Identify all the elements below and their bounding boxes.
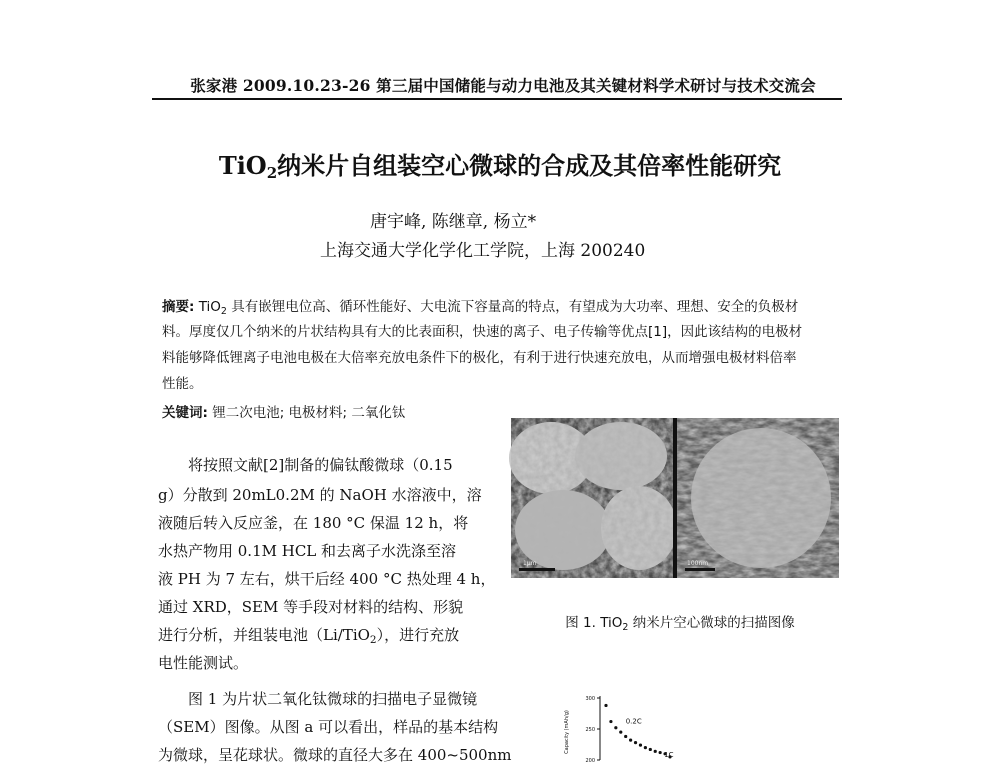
scale-bar — [519, 568, 555, 571]
abstract-line-2: 料。厚度仅几个纳米的片状结构具有大的比表面积，快速的离子、电子传输等优点[1]，因此该结构的电极材 — [162, 324, 803, 340]
abstract-line-4: 性能。 — [162, 376, 203, 392]
data-point — [604, 704, 607, 707]
abstract-subscript: 2 — [220, 306, 227, 317]
data-point — [639, 744, 642, 747]
paper-title — [0, 146, 1000, 182]
y-tick-label: 250 — [585, 727, 595, 733]
data-point — [624, 735, 627, 738]
body-p1-line — [158, 624, 459, 646]
sem-image-left — [509, 418, 677, 578]
header-rule — [152, 98, 842, 100]
annotation-1c: 1C — [664, 750, 674, 759]
body-p1-line: 水热产物用 0.1M HCL 和去离子水洗涤至溶 — [158, 542, 457, 560]
data-point — [649, 748, 652, 751]
body-p1-line: g）分散到 20mL0.2M 的 NaOH 水溶液中，溶 — [158, 486, 482, 504]
title-subscript: 2 — [266, 164, 278, 182]
body-text: 进行分析，并组装电池（Li/TiO — [158, 626, 370, 644]
scale-label: 1μm — [523, 560, 537, 567]
sem-micrograph-panel — [511, 418, 839, 578]
abstract-line-1 — [162, 295, 862, 317]
data-point — [614, 726, 617, 729]
panel-divider — [673, 418, 677, 578]
body-text: ），进行充放 — [376, 626, 460, 644]
data-point — [619, 731, 622, 734]
keywords — [162, 401, 405, 421]
body-p1-line: 液随后转入反应釜，在 180 °C 保温 12 h，将 — [158, 514, 469, 532]
keywords-label: 关键词: — [162, 405, 208, 421]
caption-text: 纳米片空心微球的扫描图像 — [628, 615, 795, 631]
body-p1-line: 液 PH 为 7 左右，烘干后经 400 °C 热处理 4 h， — [158, 570, 496, 588]
data-point — [609, 720, 612, 723]
data-point — [644, 746, 647, 749]
rate-capability-chart — [560, 690, 690, 764]
body-p2-line: 为微球，呈花球状。微球的直径大多在 400~500nm — [158, 746, 512, 764]
title-rest: 纳米片自组装空心微球的合成及其倍率性能研究 — [277, 151, 782, 180]
scale-label: 100nm — [687, 560, 709, 567]
data-point — [659, 751, 662, 754]
authors: 唐宇峰, 陈继章, 杨立* — [370, 212, 537, 232]
data-point — [634, 741, 637, 744]
abstract-line-3: 料能够降低锂离子电池电极在大倍率充放电条件下的极化，有利于进行快速充放电，从而增强电极材料倍率 — [162, 350, 797, 366]
abstract-text: TiO — [194, 299, 221, 315]
title-prefix: TiO — [218, 151, 267, 180]
body-p2-line: 图 1 为片状二氧化钛微球的扫描电子显微镜 — [188, 690, 478, 708]
y-tick-label: 300 — [585, 696, 595, 702]
y-tick-label: 200 — [585, 758, 595, 764]
affiliation: 上海交通大学化学化工学院，上海 200240 — [320, 241, 646, 261]
scale-bar — [685, 568, 715, 571]
data-point — [629, 739, 632, 742]
body-p2-line: （SEM）图像。从图 a 可以看出，样品的基本结构 — [158, 718, 499, 736]
abstract-label: 摘要: — [162, 299, 195, 315]
annotation-0.2c: 0.2C — [625, 717, 642, 726]
body-p1-line: 将按照文献[2]制备的偏钛酸微球（0.15 — [188, 456, 453, 474]
caption-text: 图 1. TiO — [565, 615, 623, 631]
figure-1-caption — [520, 611, 840, 633]
sem-image-right — [677, 418, 839, 578]
caption-subscript: 2 — [622, 622, 629, 633]
data-point — [654, 750, 657, 753]
conference-header: 张家港 2009.10.23-26 第三届中国储能与动力电池及其关键材料学术研讨与技术交流会 — [190, 76, 816, 95]
y-axis-label: Capacity (mAh/g) — [564, 710, 570, 754]
abstract-text: 具有嵌锂电位高、循环性能好、大电流下容量高的特点，有望成为大功率、理想、安全的负极材 — [226, 299, 799, 315]
keywords-text: 锂二次电池; 电极材料; 二氧化钛 — [207, 405, 406, 421]
body-p1-line: 电性能测试。 — [158, 654, 249, 672]
body-subscript: 2 — [369, 634, 377, 646]
body-p1-line: 通过 XRD，SEM 等手段对材料的结构、形貌 — [158, 598, 464, 616]
